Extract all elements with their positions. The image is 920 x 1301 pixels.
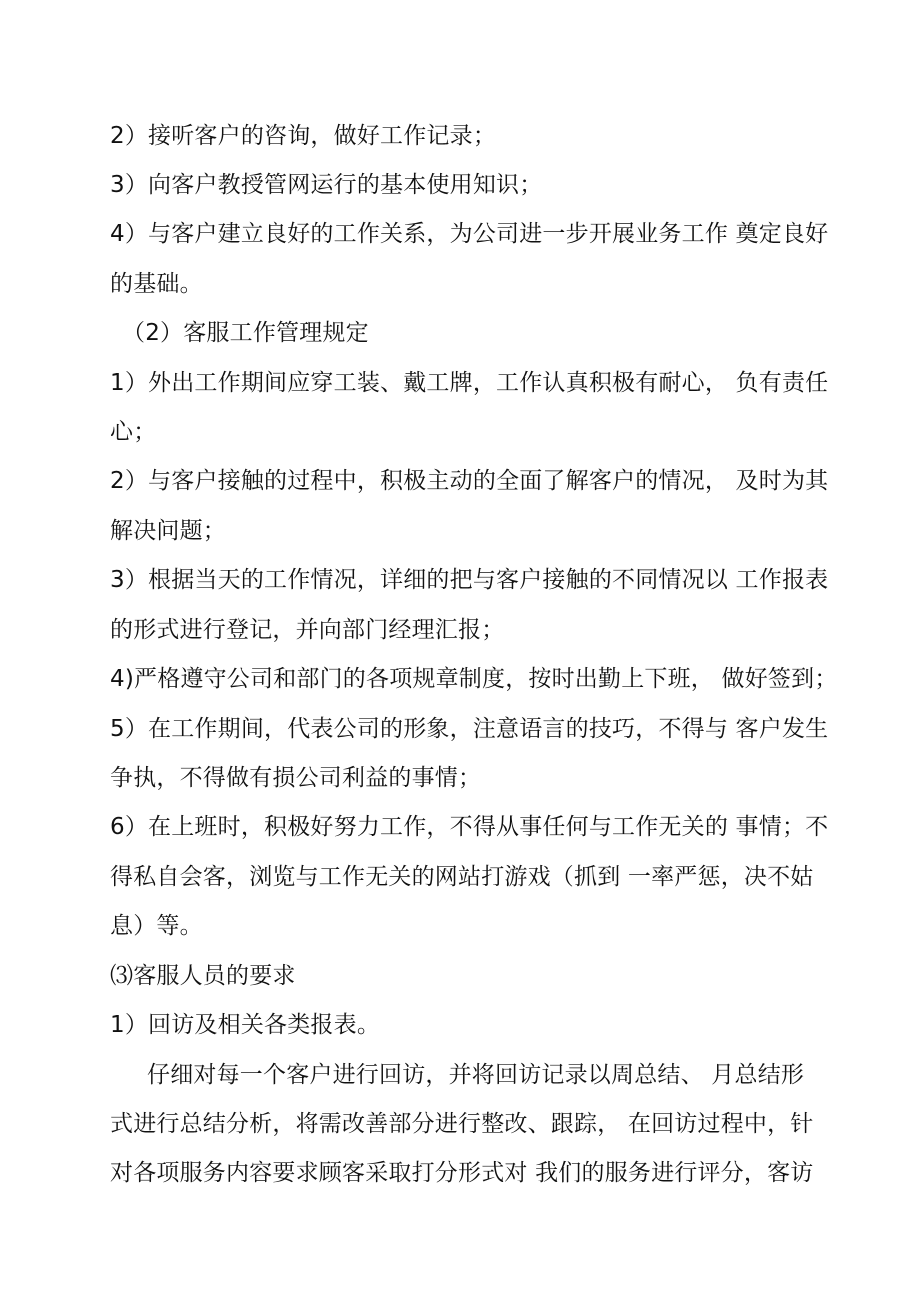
text-line: 6）在上班时，积极好努力工作，不得从事任何与工作无关的 事情；不 (110, 814, 829, 840)
text-line: 解决问题； (110, 518, 226, 544)
text-line: 心； (110, 419, 157, 445)
text-line: 对各项服务内容要求顾客采取打分形式对 我们的服务进行评分，客访 (110, 1160, 814, 1186)
text-line: 3）根据当天的工作情况，详细的把与客户接触的不同情况以 工作报表 (110, 567, 829, 593)
text-line: 得私自会客，浏览与工作无关的网站打游戏（抓到 一率严惩，决不姑 (110, 864, 814, 890)
text-line: 1）外出工作期间应穿工装、戴工牌，工作认真积极有耐心， 负有责任 (110, 370, 829, 396)
text-line: 3）向客户教授管网运行的基本使用知识； (110, 172, 543, 198)
text-line: 的形式进行登记，并向部门经理汇报； (110, 617, 505, 643)
paragraph-first-line: 仔细对每一个客户进行回访，并将回访记录以周总结、 月总结形 (147, 1062, 805, 1088)
text-line: 的基础。 (110, 271, 203, 297)
text-line: 5）在工作期间，代表公司的形象，注意语言的技巧，不得与 客户发生 (110, 716, 829, 742)
text-line: 息）等。 (110, 913, 203, 939)
text-line: 争执，不得做有损公司利益的事情； (110, 765, 482, 791)
section-heading: ⑶客服人员的要求 (110, 963, 296, 989)
text-line: 2）与客户接触的过程中，积极主动的全面了解客户的情况， 及时为其 (110, 468, 829, 494)
text-line: 1）回访及相关各类报表。 (110, 1012, 381, 1038)
section-heading: （2）客服工作管理规定 (122, 320, 369, 346)
text-line: 4）与客户建立良好的工作关系，为公司进一步开展业务工作 奠定良好 (110, 221, 829, 247)
text-line: 2）接听客户的咨询，做好工作记录； (110, 123, 497, 149)
text-line: 式进行总结分析，将需改善部分进行整改、跟踪， 在回访过程中，针 (110, 1111, 814, 1137)
text-line: 4)严格遵守公司和部门的各项规章制度，按时出勤上下班， 做好签到； (110, 666, 838, 692)
